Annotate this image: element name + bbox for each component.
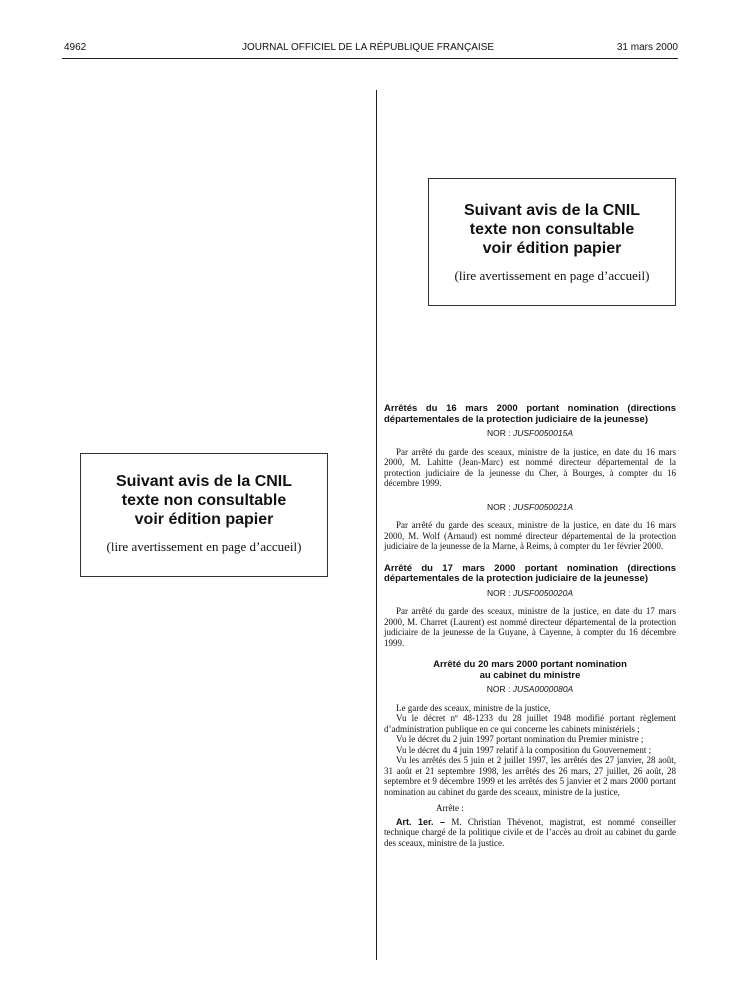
cnil-sub: (lire avertissement en page d’accueil) — [106, 539, 302, 554]
section-title: au cabinet du ministre — [479, 669, 581, 681]
section-title: Arrêtés du 16 mars 2000 portant nomination (directions départementales de la protection judiciaire de la jeunesse) — [384, 403, 676, 425]
nor-label: NOR : — [487, 587, 513, 598]
nor-code: JUSF0050020A — [512, 587, 573, 598]
cnil-notice-box — [428, 178, 676, 306]
paragraph: Le garde des sceaux, ministre de la justice, — [396, 702, 551, 713]
cnil-notice-box — [80, 453, 328, 577]
article-label: Art. 1er. – — [396, 816, 446, 827]
cnil-line1: Suivant avis de la CNIL — [463, 202, 641, 219]
nor-label: NOR : — [487, 501, 513, 512]
cnil-line1: Suivant avis de la CNIL — [115, 473, 293, 490]
page-number: 4962 — [64, 42, 87, 53]
nor-reference — [384, 428, 676, 439]
paragraph: Par arrêté du garde des sceaux, ministre de la justice, en date du 16 mars 2000, M. Wolf (Arnaud) est nommé directeur départemental de la protection judiciaire de la jeunesse de la Marne, à Reims, à compter du 1er février 2000. — [384, 520, 676, 551]
article-text: M. Christian Thévenot, magistrat, est nommé conseiller technique chargé de la politique civile et de l’accès au droit au cabinet du garde des sceaux, ministre de la justice. — [384, 816, 677, 848]
paragraph: Vu le décret nº 48-1233 du 28 juillet 1948 modifié portant règlement d’administration publique en ce qui concerne les cabinets ministériels ; — [384, 713, 676, 734]
cnil-line2: texte non consultable — [469, 221, 635, 238]
nor-label: NOR : — [487, 428, 513, 438]
issue-date: 31 mars 2000 — [616, 42, 678, 53]
cnil-line2: texte non consultable — [121, 492, 287, 509]
nor-reference — [384, 588, 676, 599]
paragraph: Vu les arrêtés des 5 juin et 2 juillet 1997, les arrêtés des 27 janvier, 28 août, 31 août et 21 septembre 1998, les arrêtés des 26 mars, 27 juillet, 26 août, 28 septembre et 9 décembre 1999 et les arrêtés des 5 janvier et 2 mars 2000 portant nomination au cabinet du garde des sceaux, ministre de la justice, — [384, 755, 676, 797]
nor-reference — [384, 502, 676, 513]
article-column — [384, 404, 676, 848]
page-header — [58, 42, 678, 58]
paragraph: Vu le décret du 4 juin 1997 relatif à la composition du Gouvernement ; — [396, 744, 652, 755]
cnil-sub: (lire avertissement en page d’accueil) — [454, 268, 650, 283]
paragraph: Par arrêté du garde des sceaux, ministre de la justice, en date du 17 mars 2000, M. Charret (Laurent) est nommé directeur départemental de la protection judiciaire de la jeunesse de la Guyane, à Cayenne, à compter du 16 décembre 1999. — [384, 606, 676, 648]
cnil-line3: voir édition papier — [134, 511, 274, 528]
column-divider — [376, 90, 377, 960]
nor-code: JUSF0050015A — [512, 428, 573, 438]
cnil-line3: voir édition papier — [482, 240, 622, 257]
paragraph: Par arrêté du garde des sceaux, ministre de la justice, en date du 16 mars 2000, M. Lahitte (Jean-Marc) est nommé directeur départemental de la protection judiciaire de la jeunesse du Cher, à Bourges, à compter du 16 décembre 1999. — [384, 446, 676, 488]
nor-code: JUSF0050021A — [512, 501, 573, 512]
nor-label: NOR : — [486, 684, 513, 694]
article-paragraph — [384, 817, 676, 849]
journal-title: JOURNAL OFFICIEL DE LA RÉPUBLIQUE FRANÇAISE — [241, 42, 495, 53]
nor-reference — [384, 684, 676, 695]
nor-code: JUSA0000080A — [512, 684, 574, 694]
header-rule — [62, 58, 678, 59]
paragraph: Vu le décret du 2 juin 1997 portant nomination du Premier ministre ; — [396, 734, 644, 744]
section-title: Arrêté du 17 mars 2000 portant nomination (directions départementales de la protection judiciaire de la jeunesse) — [384, 562, 676, 584]
arrete-line: Arrête : — [436, 803, 464, 813]
section-title: Arrêté du 20 mars 2000 portant nomination — [433, 659, 627, 670]
